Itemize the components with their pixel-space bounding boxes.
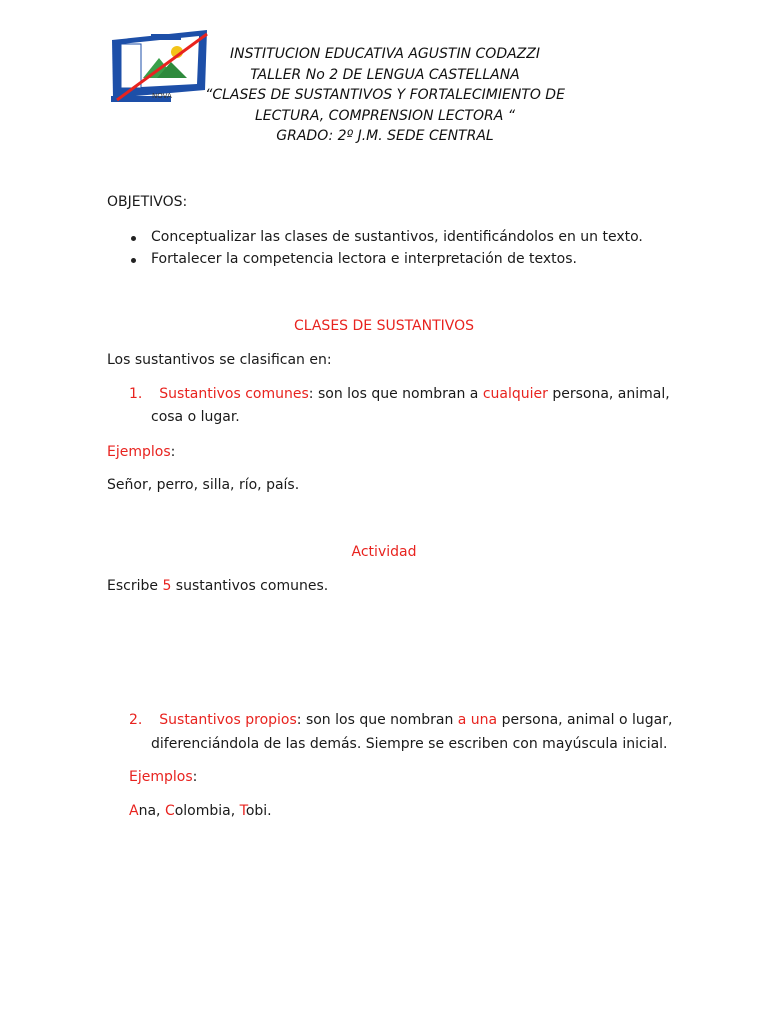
term: Sustantivos propios — [159, 712, 297, 728]
grade-line: GRADO: 2º J.M. SEDE CENTRAL — [276, 128, 494, 144]
definition-line-2: cosa o lugar. — [151, 409, 240, 425]
activity-number: 5 — [162, 578, 172, 594]
institution-name: INSTITUCION EDUCATIVA AGUSTIN CODAZZI — [230, 46, 540, 62]
highlight-word: cualquier — [482, 386, 548, 402]
definition-text: persona, animal o lugar, — [497, 712, 673, 728]
definition-text: son los que nombran — [301, 712, 458, 728]
examples-heading: Ejemplos: — [107, 444, 176, 460]
objective-item: Conceptualizar las clases de sustantivos, identificándolos en un texto. — [151, 229, 643, 245]
examples-heading: Ejemplos: — [129, 769, 198, 785]
objectives-title: OBJETIVOS: — [107, 194, 188, 210]
activity-title: Actividad — [351, 544, 417, 560]
definition-line-2: diferenciándola de las demás. Siempre se escriben con mayúscula inicial. — [151, 736, 668, 752]
logo-caption: NOVA — [152, 92, 172, 100]
highlight-word: a una — [457, 712, 498, 728]
section-intro: Los sustantivos se clasifican en: — [107, 352, 332, 368]
workshop-title: TALLER No 2 DE LENGUA CASTELLANA — [250, 67, 520, 83]
bullet-icon — [131, 236, 136, 241]
topic-line-1: “CLASES DE SUSTANTIVOS Y FORTALECIMIENTO DE — [205, 87, 565, 103]
list-item-1 — [129, 386, 670, 402]
term-colon: : — [296, 712, 302, 728]
item-number: 1. — [129, 386, 143, 402]
examples-text: Ana, Colombia, Tobi. — [129, 803, 272, 819]
term: Sustantivos comunes — [159, 386, 309, 402]
definition-text: son los que nombran a — [313, 386, 483, 402]
definition-text: persona, animal, — [547, 386, 670, 402]
item-number: 2. — [129, 712, 143, 728]
bullet-icon — [131, 258, 136, 263]
section-title: CLASES DE SUSTANTIVOS — [293, 318, 475, 334]
term-colon: : — [308, 386, 314, 402]
topic-line-2: LECTURA, COMPRENSION LECTORA “ — [254, 108, 515, 124]
activity-instruction: Escribe 5 sustantivos comunes. — [107, 578, 329, 594]
objective-item: Fortalecer la competencia lectora e interpretación de textos. — [151, 251, 577, 267]
examples-text: Señor, perro, silla, río, país. — [107, 477, 300, 493]
list-item-2 — [129, 712, 672, 728]
